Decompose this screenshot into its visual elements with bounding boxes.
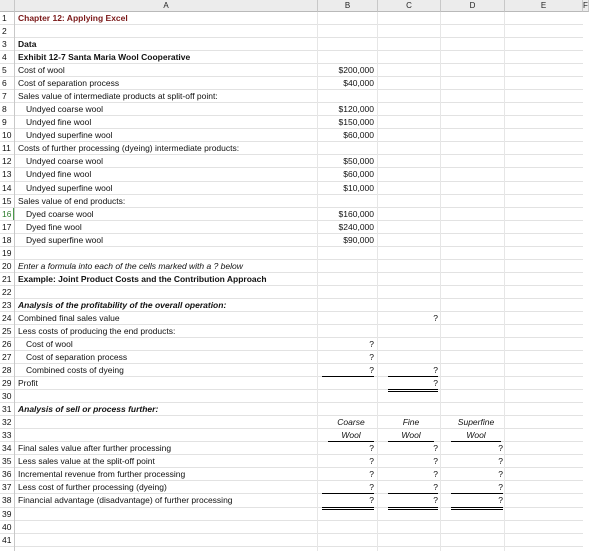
column-header-f[interactable]: F	[583, 1, 588, 10]
sheet-row	[0, 442, 583, 455]
row-number[interactable]: 23	[2, 299, 12, 310]
sheet-row	[0, 508, 583, 521]
cell-b-33[interactable]: Wool	[328, 429, 374, 442]
cell-c-38[interactable]: ?	[388, 494, 438, 509]
sheet-row	[0, 338, 583, 351]
row-number[interactable]: 27	[2, 352, 12, 363]
sheet-row	[0, 351, 583, 364]
cell-a-37[interactable]: Less cost of further processing (dyeing)	[18, 482, 167, 493]
row-number[interactable]: 40	[2, 521, 12, 532]
cell-d-38[interactable]: ?	[451, 494, 503, 509]
row-number[interactable]: 28	[2, 365, 12, 376]
sheet-row	[0, 103, 583, 116]
row-number[interactable]: 10	[2, 130, 12, 141]
sheet-row	[0, 116, 583, 129]
cell-a-29[interactable]: Profit	[18, 378, 38, 389]
row-number[interactable]: 37	[2, 482, 12, 493]
sheet-row	[0, 247, 583, 260]
sheet-row	[0, 455, 583, 468]
sheet-row	[0, 286, 583, 299]
cell-b-27[interactable]: ?	[369, 352, 374, 363]
cell-a-9[interactable]: Undyed fine wool	[26, 117, 92, 128]
row-number[interactable]: 36	[2, 469, 12, 480]
row-number[interactable]: 9	[2, 117, 7, 128]
row-number[interactable]: 25	[2, 325, 12, 336]
row-number[interactable]: 6	[2, 78, 7, 89]
cell-b-13[interactable]: $60,000	[343, 169, 374, 180]
row-number[interactable]: 19	[2, 247, 12, 258]
row-number[interactable]: 21	[2, 273, 12, 284]
cell-a-6[interactable]: Cost of separation process	[18, 78, 120, 89]
cell-c-34[interactable]: ?	[433, 443, 438, 454]
cell-b-10[interactable]: $60,000	[343, 130, 374, 141]
sheet-row	[0, 51, 583, 64]
row-number[interactable]: 13	[2, 169, 12, 180]
sheet-row	[0, 260, 583, 273]
row-number[interactable]: 20	[2, 260, 12, 271]
cell-a-1[interactable]: Chapter 12: Applying Excel	[18, 13, 128, 23]
row-number[interactable]: 18	[2, 234, 12, 245]
row-number[interactable]: 7	[2, 91, 7, 102]
cell-a-27[interactable]: Cost of separation process	[26, 352, 128, 363]
sheet-row	[0, 468, 583, 481]
sheet-row	[0, 299, 583, 312]
cell-a-23[interactable]: Analysis of the profitability of the overall operation:	[18, 299, 227, 310]
cell-b-17[interactable]: $240,000	[338, 221, 374, 232]
sheet-row	[0, 208, 583, 221]
cell-a-18[interactable]: Dyed superfine wool	[26, 234, 104, 245]
cell-d-33[interactable]: Wool	[451, 429, 501, 442]
cell-b-38[interactable]: ?	[322, 494, 374, 509]
cell-b-37[interactable]: ?	[322, 481, 374, 494]
row-number[interactable]: 30	[2, 391, 12, 402]
column-header-e[interactable]: E	[505, 0, 583, 12]
cell-b-26[interactable]: ?	[369, 339, 374, 349]
cell-a-7[interactable]: Sales value of intermediate products at split-off point:	[18, 91, 218, 102]
sheet-row	[0, 403, 583, 416]
cell-a-3[interactable]: Data	[18, 39, 37, 50]
cell-a-14[interactable]: Undyed superfine wool	[26, 182, 113, 193]
cell-a-21[interactable]: Example: Joint Product Costs and the Contribution Approach	[18, 273, 267, 284]
row-number[interactable]: 16	[0, 208, 15, 220]
row-number[interactable]: 2	[2, 26, 7, 37]
cell-a-15[interactable]: Sales value of end products:	[18, 195, 126, 206]
cell-c-29[interactable]: ?	[388, 377, 438, 392]
row-number[interactable]: 41	[2, 534, 12, 545]
cell-a-20[interactable]: Enter a formula into each of the cells marked with a ? below	[18, 260, 243, 271]
sheet-row	[0, 12, 583, 25]
sheet-row	[0, 234, 583, 247]
cell-b-35[interactable]: ?	[369, 456, 374, 467]
row-number[interactable]: 8	[2, 104, 7, 115]
cell-a-16[interactable]: Dyed coarse wool	[26, 208, 94, 219]
row-number[interactable]: 29	[2, 378, 12, 389]
column-header-a[interactable]: A	[15, 0, 318, 12]
cell-a-8[interactable]: Undyed coarse wool	[26, 104, 104, 115]
row-number[interactable]: 12	[2, 156, 12, 167]
sheet-row	[0, 273, 583, 286]
row-number[interactable]: 15	[2, 195, 12, 206]
select-all-corner[interactable]	[0, 0, 15, 12]
sheet-row	[0, 481, 583, 494]
sheet-row	[0, 90, 583, 103]
cell-a-31[interactable]: Analysis of sell or process further:	[18, 404, 159, 415]
cell-a-4[interactable]: Exhibit 12-7 Santa Maria Wool Cooperative	[18, 52, 191, 63]
cell-b-28[interactable]: ?	[322, 364, 374, 377]
sheet-row	[0, 129, 583, 142]
row-number[interactable]: 39	[2, 508, 12, 519]
cell-a-11[interactable]: Costs of further processing (dyeing) intermediate products:	[18, 143, 240, 154]
row-number[interactable]: 31	[2, 404, 12, 415]
sheet-row	[0, 325, 583, 338]
cell-d-32[interactable]: Superfine	[457, 417, 495, 428]
cell-a-25[interactable]: Less costs of producing the end products:	[18, 325, 176, 336]
cell-d-35[interactable]: ?	[498, 456, 503, 467]
cell-d-36[interactable]: ?	[498, 469, 503, 480]
sheet-row	[0, 390, 583, 403]
sheet-row	[0, 142, 583, 155]
cell-a-5[interactable]: Cost of wool	[18, 65, 65, 76]
cell-a-17[interactable]: Dyed fine wool	[26, 221, 82, 232]
cell-c-24[interactable]: ?	[433, 312, 438, 323]
sheet-row	[0, 377, 583, 390]
row-number[interactable]: 33	[2, 430, 12, 441]
sheet-row	[0, 38, 583, 51]
row-number[interactable]: 38	[2, 495, 12, 506]
cell-b-9[interactable]: $150,000	[338, 117, 374, 128]
cell-a-38[interactable]: Financial advantage (disadvantage) of further processing	[18, 495, 233, 506]
cell-b-8[interactable]: $120,000	[338, 104, 374, 115]
cell-b-12[interactable]: $50,000	[343, 156, 374, 167]
cell-c-33[interactable]: Wool	[388, 429, 434, 442]
row-number[interactable]: 26	[2, 339, 12, 349]
row-number[interactable]: 32	[2, 417, 12, 428]
sheet-row	[0, 64, 583, 77]
cell-b-16[interactable]: $160,000	[338, 208, 374, 219]
cell-b-32[interactable]: Coarse	[337, 417, 365, 428]
row-number[interactable]: 4	[2, 52, 7, 63]
sheet-row	[0, 364, 583, 377]
cell-a-24[interactable]: Combined final sales value	[18, 312, 120, 323]
row-number[interactable]: 14	[2, 182, 12, 193]
row-number[interactable]: 17	[2, 221, 12, 232]
row-number[interactable]: 3	[2, 39, 7, 50]
sheet-row	[0, 77, 583, 90]
cell-c-36[interactable]: ?	[433, 469, 438, 480]
cell-b-14[interactable]: $10,000	[343, 182, 374, 193]
cell-c-37[interactable]: ?	[388, 481, 438, 494]
row-number[interactable]: 1	[2, 13, 7, 23]
cell-d-37[interactable]: ?	[451, 481, 503, 494]
sheet-row	[0, 155, 583, 168]
sheet-row	[0, 494, 583, 507]
row-number[interactable]: 35	[2, 456, 12, 467]
cell-c-28[interactable]: ?	[388, 364, 438, 377]
sheet-row	[0, 195, 583, 208]
sheet-row	[0, 25, 583, 38]
column-header-b[interactable]: B	[318, 0, 378, 12]
cell-c-32[interactable]: Fine	[402, 417, 420, 428]
cell-b-18[interactable]: $90,000	[343, 234, 374, 245]
cell-b-34[interactable]: ?	[369, 443, 374, 454]
cell-a-10[interactable]: Undyed superfine wool	[26, 130, 113, 141]
row-number[interactable]: 22	[2, 286, 12, 297]
cell-b-36[interactable]: ?	[369, 469, 374, 480]
cell-a-28[interactable]: Combined costs of dyeing	[26, 365, 124, 376]
cell-a-12[interactable]: Undyed coarse wool	[26, 156, 104, 167]
cell-c-35[interactable]: ?	[433, 456, 438, 467]
column-header-c[interactable]: C	[378, 0, 441, 12]
sheet-row	[0, 521, 583, 534]
cell-d-34[interactable]: ?	[498, 443, 503, 454]
sheet-row	[0, 168, 583, 181]
sheet-row	[0, 221, 583, 234]
cell-a-34[interactable]: Final sales value after further processing	[18, 443, 172, 454]
row-number[interactable]: 34	[2, 443, 12, 454]
sheet-row	[0, 534, 583, 547]
sheet-row	[0, 429, 583, 442]
sheet-row	[0, 416, 583, 429]
row-number[interactable]: 11	[2, 143, 11, 154]
column-header-d[interactable]: D	[441, 0, 505, 12]
cell-b-5[interactable]: $200,000	[338, 65, 374, 76]
row-number[interactable]: 5	[2, 65, 7, 76]
cell-b-6[interactable]: $40,000	[343, 78, 374, 89]
row-number[interactable]: 24	[2, 312, 12, 323]
cell-a-13[interactable]: Undyed fine wool	[26, 169, 92, 180]
cell-a-35[interactable]: Less sales value at the split-off point	[18, 456, 155, 467]
sheet-row	[0, 312, 583, 325]
sheet-row	[0, 182, 583, 195]
cell-a-36[interactable]: Incremental revenue from further processing	[18, 469, 186, 480]
cell-a-26[interactable]: Cost of wool	[26, 339, 73, 349]
